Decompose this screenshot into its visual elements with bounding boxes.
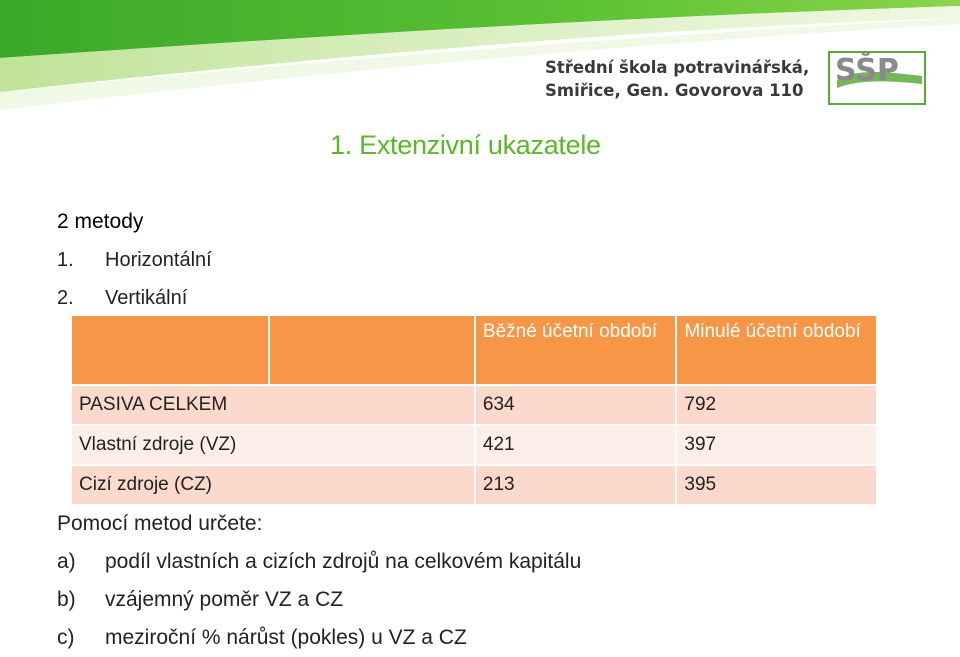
tasks-heading: Pomocí metod určete: [57,512,263,535]
list-item-marker: a) [57,550,76,573]
school-name [545,56,809,102]
table-row [71,425,877,465]
previous-period-value: 395 [676,465,877,505]
school-name-line1: Střední škola potravinářská, [545,58,810,77]
current-period-value: 421 [475,425,677,465]
table-header-row [71,315,877,385]
list-item-number: 1. [57,249,74,271]
previous-period-value: 792 [676,385,877,425]
school-name-line2: Smiřice, Gen. Govorova 110 [545,81,804,100]
list-item-number: 2. [57,287,74,309]
list-item-marker: b) [57,588,76,611]
list-item-text: podíl vlastních a cizích zdrojů na celkovém kapitálu [105,550,582,573]
list-item-text: vzájemný poměr VZ a CZ [105,588,344,611]
table-header-cell [71,315,269,385]
list-item [57,543,581,581]
school-logo-icon [827,50,927,106]
list-item-label: Horizontální [105,249,212,271]
balance-table [70,314,878,506]
list-item-label: Vertikální [105,287,188,309]
list-item-marker: c) [57,626,75,649]
list-item-text: meziroční % nárůst (pokles) u VZ a CZ [105,626,467,649]
row-label: Vlastní zdroje (VZ) [71,425,475,465]
list-item [57,581,581,619]
row-label: Cizí zdroje (CZ) [71,465,475,505]
slide-title: 1. Extenzivní ukazatele [330,130,601,160]
logo-main-text: SŠP [835,53,899,88]
list-item [57,619,581,657]
list-item [57,241,212,279]
tasks-section [57,505,581,657]
tasks-list [57,543,581,657]
table-row [71,385,877,425]
green-swoosh-decoration [0,0,960,200]
previous-period-value: 397 [676,425,877,465]
table-header-cell: Minulé účetní období [676,315,877,385]
current-period-value: 213 [475,465,677,505]
row-label: PASIVA CELKEM [71,385,475,425]
list-item [57,279,212,317]
current-period-value: 634 [475,385,677,425]
table-row [71,465,877,505]
methods-section [57,203,212,317]
table-header-cell: Běžné účetní období [475,315,677,385]
methods-heading: 2 metody [57,210,144,233]
methods-list [57,241,212,317]
logo-sub-text: miřice [853,87,913,106]
table-header-cell [269,315,474,385]
